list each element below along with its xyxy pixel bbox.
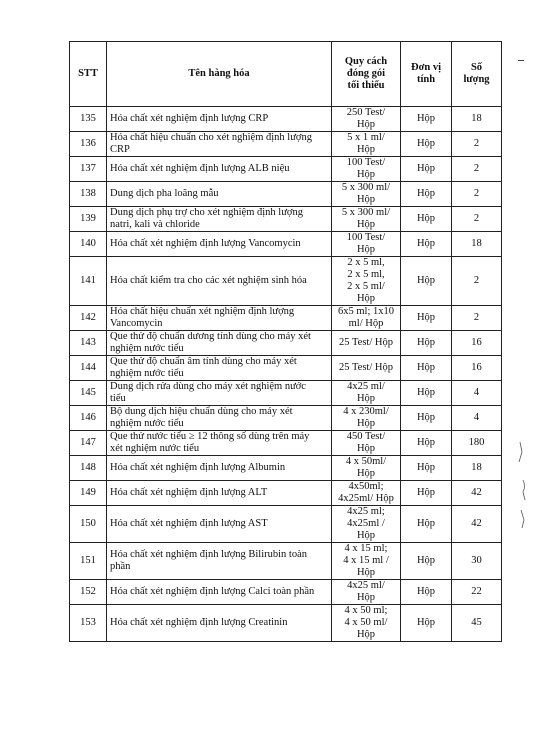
cell-name-line: Vancomycin <box>110 318 163 329</box>
cell-name-line: Hóa chất xét nghiệm định lượng Albumin <box>110 462 286 473</box>
cell-stt: 146 <box>70 406 107 431</box>
cell-spec-line: 100 Test/ <box>346 157 386 168</box>
cell-spec <box>332 182 401 207</box>
cell-spec-line: 4x50ml; <box>348 481 384 492</box>
cell-name-line: Hóa chất xét nghiệm định lượng ALB niệu <box>110 163 290 174</box>
cell-name <box>107 182 332 207</box>
cell-spec-line: 100 Test/ <box>346 232 386 243</box>
cell-spec <box>332 132 401 157</box>
table-row <box>70 431 502 456</box>
table-row <box>70 481 502 506</box>
cell-name-line: Bộ dung dịch hiệu chuẩn dùng cho máy xét <box>110 406 293 417</box>
cell-spec-line: Hộp <box>356 418 376 429</box>
cell-unit: Hộp <box>401 580 452 605</box>
cell-spec-line: Hộp <box>356 293 376 304</box>
cell-stt: 145 <box>70 381 107 406</box>
cell-spec-line: 4x25 ml/ <box>347 381 385 392</box>
goods-table <box>69 41 502 642</box>
cell-spec-line: Hộp <box>356 629 376 640</box>
cell-name <box>107 406 332 431</box>
cell-spec-line: Hộp <box>356 530 376 541</box>
cell-spec-line: 25 Test/ Hộp <box>339 362 393 373</box>
cell-name-line: Dung dịch rửa dùng cho máy xét nghiệm nước <box>110 381 306 392</box>
cell-stt: 153 <box>70 605 107 642</box>
table-row <box>70 207 502 232</box>
cell-unit: Hộp <box>401 331 452 356</box>
cell-spec-line: 25 Test/ Hộp <box>339 337 393 348</box>
cell-name-line: nghiệm nước tiểu <box>110 368 184 379</box>
cell-qty: 2 <box>452 157 502 182</box>
table-row <box>70 232 502 257</box>
cell-stt: 139 <box>70 207 107 232</box>
table-row <box>70 306 502 331</box>
cell-unit: Hộp <box>401 605 452 642</box>
cell-spec <box>332 456 401 481</box>
cell-spec-line: Hộp <box>356 169 376 180</box>
cell-spec-line: 4x25ml / <box>347 518 385 529</box>
cell-name <box>107 506 332 543</box>
header-name: Tên hàng hóa <box>107 42 332 107</box>
cell-stt: 152 <box>70 580 107 605</box>
cell-spec-line: ml/ Hộp <box>348 318 384 329</box>
cell-spec-line: Hộp <box>356 244 376 255</box>
cell-spec-line: Hộp <box>356 592 376 603</box>
cell-stt: 141 <box>70 257 107 306</box>
header-spec-line: Quy cách <box>344 56 388 67</box>
cell-name-line: Hóa chất xét nghiệm định lượng CRP <box>110 113 269 124</box>
cell-name-line: Hóa chất xét nghiệm định lượng ALT <box>110 487 268 498</box>
cell-qty: 42 <box>452 481 502 506</box>
cell-spec <box>332 232 401 257</box>
table-row <box>70 331 502 356</box>
cell-spec <box>332 107 401 132</box>
cell-spec <box>332 580 401 605</box>
cell-spec-line: 4 x 50ml/ <box>345 456 387 467</box>
cell-name <box>107 580 332 605</box>
cell-name-line: Hóa chất xét nghiệm định lượng Vancomycin <box>110 238 301 249</box>
header-unit <box>401 42 452 107</box>
cell-stt: 137 <box>70 157 107 182</box>
cell-qty: 16 <box>452 331 502 356</box>
cell-stt: 151 <box>70 543 107 580</box>
cell-stt: 140 <box>70 232 107 257</box>
cell-name <box>107 306 332 331</box>
cell-spec-line: 2 x 5 ml, <box>347 269 385 280</box>
cell-stt: 149 <box>70 481 107 506</box>
table-row <box>70 356 502 381</box>
cell-spec <box>332 543 401 580</box>
cell-name-line: Que thử độ chuẩn dương tính dùng cho máy xét <box>110 331 311 342</box>
cell-name-line: nghiệm nước tiểu <box>110 418 184 429</box>
cell-unit: Hộp <box>401 207 452 232</box>
cell-name-line: phần <box>110 561 131 572</box>
cell-name <box>107 257 332 306</box>
cell-name <box>107 543 332 580</box>
header-qty-line: Số <box>470 62 483 73</box>
cell-spec <box>332 506 401 543</box>
cell-spec-line: 6x5 ml; 1x10 <box>337 306 394 317</box>
cell-spec <box>332 481 401 506</box>
cell-qty: 2 <box>452 306 502 331</box>
cell-spec <box>332 431 401 456</box>
cell-name <box>107 356 332 381</box>
cell-unit: Hộp <box>401 182 452 207</box>
cell-name <box>107 157 332 182</box>
cell-spec-line: 2 x 5 ml, <box>347 257 385 268</box>
cell-unit: Hộp <box>401 506 452 543</box>
margin-mark <box>518 60 524 61</box>
cell-unit: Hộp <box>401 257 452 306</box>
cell-spec-line: 4x25 ml; <box>347 506 385 517</box>
cell-spec-line: 4 x 15 ml / <box>343 555 389 566</box>
cell-name-line: Hóa chất hiệu chuẩn cho xét nghiệm định lượng <box>110 132 312 143</box>
cell-stt: 142 <box>70 306 107 331</box>
cell-spec-line: 250 Test/ <box>346 107 386 118</box>
cell-unit: Hộp <box>401 456 452 481</box>
cell-qty: 18 <box>452 107 502 132</box>
cell-unit: Hộp <box>401 232 452 257</box>
table-row <box>70 257 502 306</box>
cell-unit: Hộp <box>401 157 452 182</box>
cell-name <box>107 331 332 356</box>
cell-spec <box>332 157 401 182</box>
cell-spec-line: 4 x 50 ml; <box>344 605 388 616</box>
cell-qty: 30 <box>452 543 502 580</box>
cell-qty: 18 <box>452 232 502 257</box>
cell-unit: Hộp <box>401 431 452 456</box>
cell-name-line: CRP <box>110 144 130 155</box>
cell-name <box>107 481 332 506</box>
cell-qty: 180 <box>452 431 502 456</box>
cell-unit: Hộp <box>401 406 452 431</box>
cell-spec <box>332 331 401 356</box>
cell-spec-line: 4 x 15 ml; <box>344 543 388 554</box>
cell-name <box>107 605 332 642</box>
cell-spec <box>332 257 401 306</box>
cell-spec-line: 450 Test/ <box>346 431 386 442</box>
cell-spec-line: Hộp <box>356 567 376 578</box>
cell-qty: 4 <box>452 381 502 406</box>
cell-name <box>107 431 332 456</box>
cell-name-line: tiểu <box>110 393 126 404</box>
cell-unit: Hộp <box>401 543 452 580</box>
cell-name-line: natri, kali và chloride <box>110 219 200 230</box>
cell-qty: 45 <box>452 605 502 642</box>
table-row <box>70 406 502 431</box>
cell-name-line: Que thử nước tiểu ≥ 12 thông số dùng trên máy <box>110 431 310 442</box>
cell-qty: 16 <box>452 356 502 381</box>
cell-stt: 138 <box>70 182 107 207</box>
header-qty <box>452 42 502 107</box>
cell-name-line: Hóa chất xét nghiệm định lượng Calci toàn phần <box>110 586 315 597</box>
cell-name-line: Dung dịch phụ trợ cho xét nghiệm định lượng <box>110 207 303 218</box>
cell-stt: 147 <box>70 431 107 456</box>
table-row <box>70 605 502 642</box>
table-row <box>70 456 502 481</box>
cell-spec-line: Hộp <box>356 194 376 205</box>
cell-name-line: Hóa chất kiểm tra cho các xét nghiệm sinh hóa <box>110 275 307 286</box>
cell-spec-line: 4 x 50 ml/ <box>344 617 388 628</box>
header-spec-line: đóng gói <box>346 68 386 79</box>
table-row <box>70 157 502 182</box>
cell-name-line: Hóa chất hiệu chuẩn xét nghiệm định lượng <box>110 306 295 317</box>
cell-spec-line: Hộp <box>356 468 376 479</box>
cell-spec-line: 4 x 230ml/ <box>343 406 389 417</box>
cell-qty: 22 <box>452 580 502 605</box>
header-spec <box>332 42 401 107</box>
table-row <box>70 182 502 207</box>
cell-stt: 148 <box>70 456 107 481</box>
table-row <box>70 381 502 406</box>
cell-qty: 18 <box>452 456 502 481</box>
cell-stt: 136 <box>70 132 107 157</box>
cell-unit: Hộp <box>401 132 452 157</box>
cell-spec-line: 5 x 300 ml/ <box>341 182 391 193</box>
cell-spec <box>332 306 401 331</box>
cell-spec-line: Hộp <box>356 443 376 454</box>
cell-unit: Hộp <box>401 481 452 506</box>
cell-unit: Hộp <box>401 356 452 381</box>
cell-spec <box>332 605 401 642</box>
table-row <box>70 107 502 132</box>
cell-spec-line: 5 x 1 ml/ <box>347 132 385 143</box>
cell-qty: 2 <box>452 182 502 207</box>
cell-spec-line: 4x25 ml/ <box>347 580 385 591</box>
cell-name <box>107 107 332 132</box>
cell-spec-line: Hộp <box>356 119 376 130</box>
cell-stt: 143 <box>70 331 107 356</box>
cell-unit: Hộp <box>401 381 452 406</box>
cell-name-line: Dung dịch pha loãng mẫu <box>110 188 219 199</box>
table-row <box>70 132 502 157</box>
cell-name <box>107 132 332 157</box>
cell-name-line: nghiệm nước tiểu <box>110 343 184 354</box>
cell-name-line: Hóa chất xét nghiệm định lượng AST <box>110 518 268 529</box>
cell-spec-line: 5 x 300 ml/ <box>341 207 391 218</box>
header-qty-line: lượng <box>463 74 490 85</box>
header-spec-line: tối thiểu <box>347 80 385 91</box>
cell-name-line: Hóa chất xét nghiệm định lượng Creatinin <box>110 617 288 628</box>
cell-name-line: Que thử độ chuẩn âm tính dùng cho máy xét <box>110 356 297 367</box>
cell-name <box>107 456 332 481</box>
cell-qty: 2 <box>452 132 502 157</box>
header-stt: STT <box>70 42 107 107</box>
table-row <box>70 580 502 605</box>
cell-spec <box>332 406 401 431</box>
table-row <box>70 543 502 580</box>
cell-spec <box>332 381 401 406</box>
cell-stt: 150 <box>70 506 107 543</box>
cell-qty: 4 <box>452 406 502 431</box>
cell-name <box>107 381 332 406</box>
cell-qty: 2 <box>452 257 502 306</box>
cell-name-line: Hóa chất xét nghiệm định lượng Bilirubin toàn <box>110 549 308 560</box>
cell-stt: 135 <box>70 107 107 132</box>
cell-name <box>107 207 332 232</box>
header-unit-line: tính <box>416 74 436 85</box>
table-header-row <box>70 42 502 107</box>
cell-spec-line: Hộp <box>356 144 376 155</box>
cell-qty: 42 <box>452 506 502 543</box>
cell-unit: Hộp <box>401 306 452 331</box>
cell-spec-line: 2 x 5 ml/ <box>347 281 385 292</box>
cell-spec <box>332 207 401 232</box>
cell-qty: 2 <box>452 207 502 232</box>
cell-spec-line: Hộp <box>356 393 376 404</box>
scan-artifact <box>517 440 531 530</box>
cell-spec-line: Hộp <box>356 219 376 230</box>
cell-spec-line: 4x25ml/ Hộp <box>338 493 394 504</box>
cell-name <box>107 232 332 257</box>
cell-spec <box>332 356 401 381</box>
cell-name-line: xét nghiệm nước tiểu <box>110 443 200 454</box>
table-row <box>70 506 502 543</box>
header-unit-line: Đơn vị <box>410 62 442 73</box>
cell-unit: Hộp <box>401 107 452 132</box>
cell-stt: 144 <box>70 356 107 381</box>
